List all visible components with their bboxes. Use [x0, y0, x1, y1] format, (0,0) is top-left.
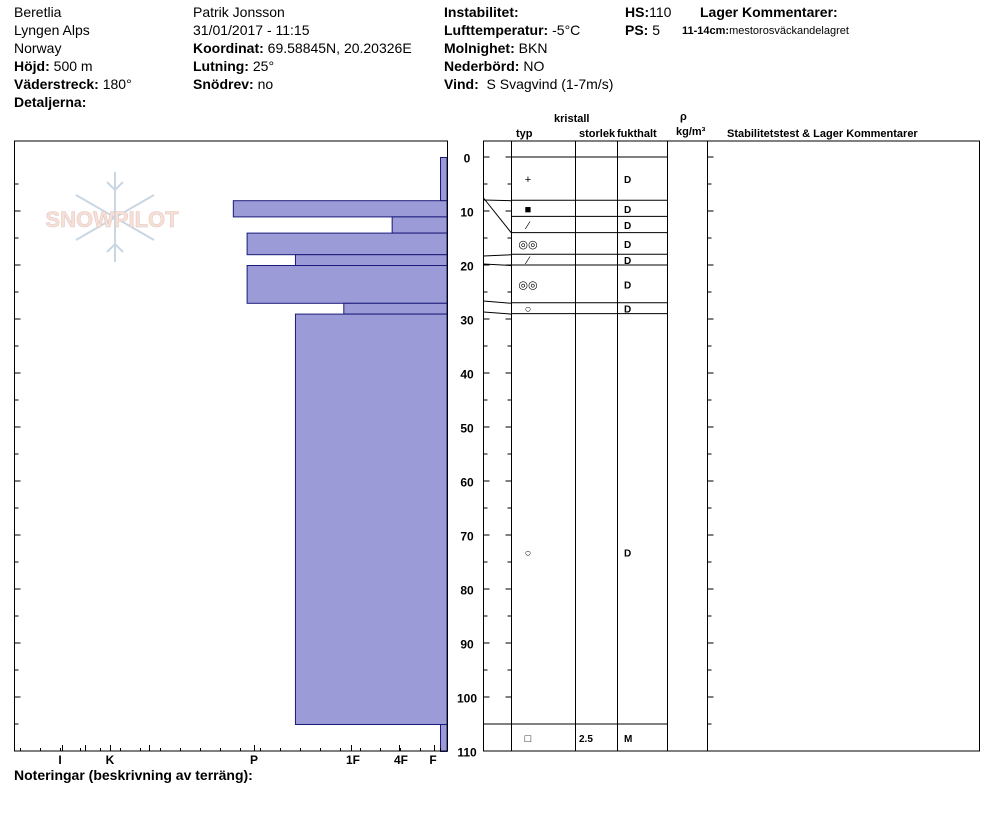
moisture-value: M	[624, 734, 633, 745]
col-typ: typ	[516, 128, 533, 140]
layer-table	[484, 141, 980, 751]
moisture-value: D	[624, 548, 632, 560]
depth-tick-label: 50	[460, 421, 474, 436]
depth-tick-label: 110	[457, 745, 477, 760]
hardness-bar	[295, 255, 447, 266]
moisture-value: D	[624, 280, 632, 292]
crystal-size: 2.5	[579, 734, 593, 745]
wind-value: S Svagvind (1-7m/s)	[486, 76, 614, 92]
crystal-type: ○	[524, 547, 532, 560]
sky-label: Molnighet:	[444, 40, 515, 56]
hardness-tick-label: I	[58, 753, 62, 767]
layer-connector	[484, 200, 512, 201]
layer-comments-label: Lager Kommentarer:	[700, 4, 838, 20]
hardness-bar	[441, 158, 448, 201]
hardness-bar	[233, 201, 447, 217]
region: Lyngen Alps	[14, 22, 90, 38]
depth-tick-label: 20	[460, 259, 474, 274]
country: Norway	[14, 40, 62, 56]
hardness-bar	[247, 233, 447, 255]
hs-value: 110	[649, 4, 672, 20]
moisture-value: D	[624, 204, 632, 216]
air-temp-label: Lufttemperatur:	[444, 22, 549, 38]
air-temp-value: -5°C	[552, 22, 581, 38]
col-kristall: kristall	[554, 113, 590, 125]
layer-connector	[484, 198, 512, 233]
hardness-tick-label: 4F	[393, 753, 409, 767]
location: Beretlia	[14, 4, 62, 20]
hardness-tick-label: P	[249, 753, 259, 767]
hardness-bar	[295, 314, 447, 724]
coord-label: Koordinat:	[193, 40, 264, 56]
ps-label: PS:	[625, 22, 649, 38]
depth-tick-label: 30	[460, 313, 474, 328]
hardness-bars	[233, 158, 447, 752]
layer-connector	[484, 312, 512, 314]
hardness-tick-label: K	[105, 753, 115, 767]
moisture-value: D	[624, 239, 632, 251]
hardness-tick-label: 1F	[345, 753, 361, 767]
drift-label: Snödrev:	[193, 76, 254, 92]
depth-tick-label: 10	[460, 205, 474, 220]
depth-tick-label: 100	[456, 691, 478, 706]
datetime: 31/01/2017 - 11:15	[193, 22, 310, 38]
moisture-value: D	[624, 304, 632, 316]
watermark-text: SNOWPILOT	[45, 207, 179, 232]
elevation-value: 500 m	[53, 58, 93, 74]
hardness-bar	[392, 217, 447, 233]
hardness-bar	[344, 303, 447, 314]
crystal-type: ◎◎	[518, 279, 538, 292]
crystal-type: ○	[524, 303, 532, 316]
crystal-type: +	[524, 174, 532, 187]
depth-tick-label: 90	[460, 637, 474, 652]
moisture-value: D	[624, 221, 632, 232]
ps-value: 5	[652, 22, 661, 38]
col-storlek: storlek	[579, 128, 616, 140]
observer: Patrik Jonsson	[193, 4, 285, 20]
elevation-label: Höjd:	[14, 58, 50, 74]
hardness-axis	[21, 745, 441, 767]
aspect-label: Väderstreck:	[14, 76, 99, 92]
depth-tick-label: 0	[463, 151, 471, 166]
col-stability: Stabilitetstest & Lager Kommentarer	[727, 128, 918, 140]
depth-tick-label: 60	[460, 475, 474, 490]
col-fukthalt: fukthalt	[617, 128, 657, 140]
hs-label: HS:	[625, 4, 650, 20]
depth-tick-label: 40	[460, 367, 474, 382]
precip-label: Nederbörd:	[444, 58, 520, 74]
hardness-tick-label: F	[429, 753, 437, 767]
slope-value: 25°	[252, 58, 275, 74]
crystal-type: □	[524, 733, 532, 745]
wind-label: Vind:	[444, 76, 479, 92]
moisture-value: D	[624, 175, 632, 187]
snowpilot-watermark	[45, 172, 179, 262]
notes-label: Noteringar (beskrivning av terräng):	[14, 767, 253, 783]
crystal-type: ⁄	[527, 220, 529, 232]
details-label: Detaljerna:	[14, 94, 87, 110]
layer-comment-text: mestorosväckandelagret	[729, 25, 849, 37]
layer-connector	[484, 255, 512, 256]
depth-tick-label: 80	[460, 583, 474, 598]
coord-value: 69.58845N, 20.20326E	[267, 40, 412, 56]
col-rho: ρ	[680, 111, 687, 123]
hardness-bar	[247, 266, 447, 304]
col-density-unit: kg/m³	[676, 126, 706, 138]
instability-label: Instabilitet:	[444, 4, 519, 20]
aspect-value: 180°	[102, 76, 132, 92]
crystal-type: ■	[524, 203, 532, 216]
crystal-type: ◎◎	[518, 238, 538, 251]
slope-label: Lutning:	[193, 58, 249, 74]
depth-tick-label: 70	[460, 529, 474, 544]
hardness-bar	[441, 725, 448, 752]
sky-value: BKN	[518, 40, 548, 56]
drift-value: no	[257, 76, 274, 92]
moisture-value: D	[624, 256, 632, 268]
layer-connector	[484, 301, 512, 303]
crystal-type: ⁄	[527, 255, 529, 268]
precip-value: NO	[523, 58, 545, 74]
layer-comment-depth: 11-14cm:	[682, 25, 730, 37]
